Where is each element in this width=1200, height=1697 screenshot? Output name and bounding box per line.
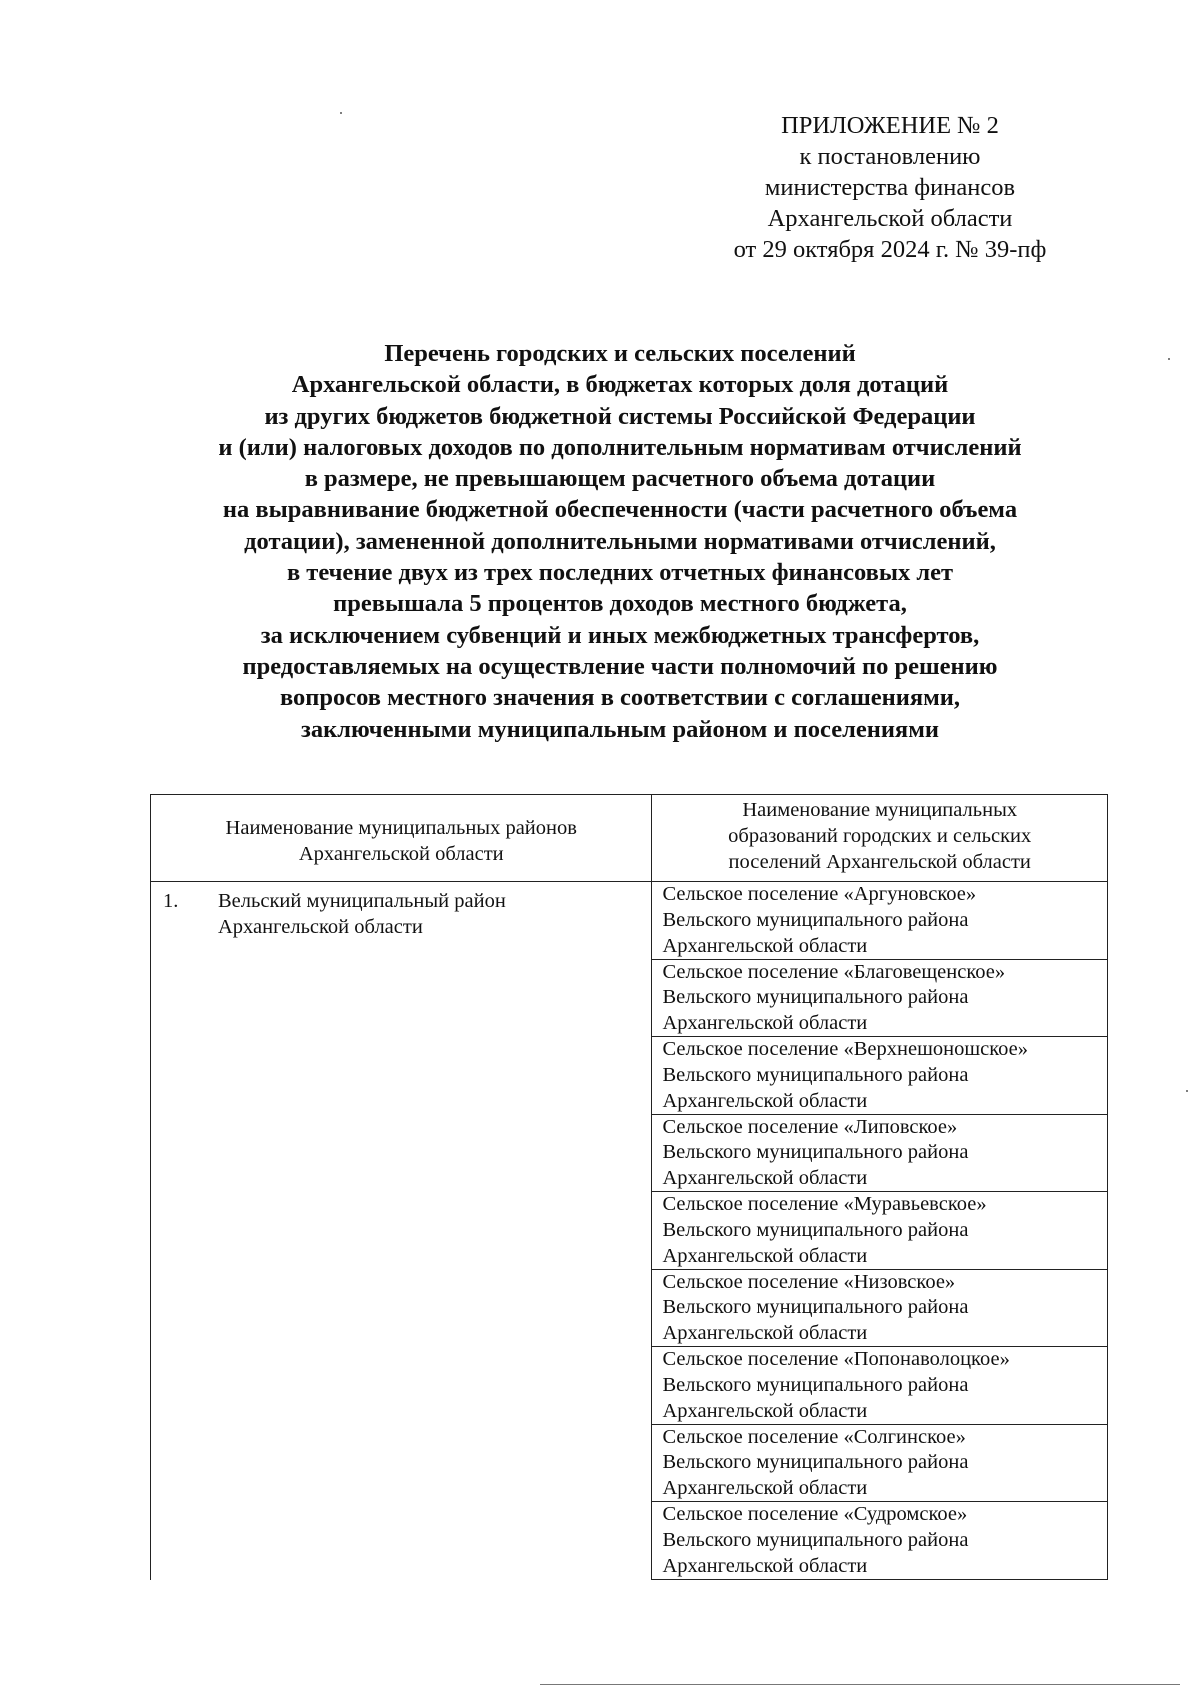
settlement-line: Архангельской области	[662, 1244, 868, 1267]
settlement-cell	[652, 1270, 1108, 1348]
settlement-name: Сельское поселение «Попонаволоцкое»	[662, 1348, 1010, 1370]
appendix-number: ПРИЛОЖЕНИЕ № 2	[781, 112, 999, 139]
settlement-cell	[652, 1425, 1108, 1503]
scan-speck	[1186, 1090, 1188, 1092]
settlement-name: Сельское поселение «Благовещенское»	[662, 960, 1006, 983]
appendix-line: к постановлению	[799, 143, 981, 170]
settlement-name: Сельское поселение «Аргуновское»	[662, 883, 977, 905]
settlement-line: Архангельской области	[662, 1322, 868, 1345]
settlement-line: Архангельской области	[662, 1089, 868, 1112]
scan-speck	[1168, 358, 1170, 360]
settlement-name: Сельское поселение «Солгинское»	[662, 1425, 966, 1448]
settlement-name: Сельское поселение «Низовское»	[662, 1270, 956, 1293]
settlement-line: Архангельской области	[662, 1399, 868, 1422]
table-row	[150, 882, 1108, 1580]
row-number: 1.	[163, 890, 179, 912]
header-settlement-cell	[652, 795, 1108, 881]
header-settlement-line: образований городских и сельских	[728, 825, 1032, 847]
settlement-cell	[652, 1115, 1108, 1193]
scan-edge-line	[540, 1684, 1180, 1685]
settlement-cell	[652, 1192, 1108, 1270]
scan-speck	[340, 112, 342, 114]
title-line: заключенными муниципальным районом и поселениями	[301, 715, 939, 743]
title-line: превышала 5 процентов доходов местного бюджета,	[333, 590, 907, 618]
settlement-line: Архангельской области	[662, 1012, 868, 1035]
settlement-line: Архангельской области	[662, 1477, 868, 1500]
settlement-line: Вельского муниципального района	[662, 1063, 969, 1086]
district-name-line: Вельский муниципальный район	[218, 890, 506, 912]
appendix-date: от 29 октября 2024 г. № 39-пф	[733, 236, 1047, 263]
header-district-line: Наименование муниципальных районов	[225, 817, 577, 839]
settlement-cell	[652, 882, 1108, 960]
settlement-name: Сельское поселение «Судромское»	[662, 1503, 968, 1525]
settlement-line: Вельского муниципального района	[662, 1528, 969, 1551]
settlements-column	[652, 882, 1108, 1580]
title-line: из других бюджетов бюджетной системы Российской Федерации	[264, 402, 976, 430]
settlement-cell	[652, 1347, 1108, 1425]
title-line: вопросов местного значения в соответствии с соглашениями,	[279, 684, 961, 712]
district-name-line: Архангельской области	[218, 916, 423, 938]
title-line: предоставляемых на осуществление части полномочий по решению	[242, 652, 998, 680]
appendix-block	[680, 110, 1100, 265]
settlement-line: Вельского муниципального района	[662, 986, 969, 1009]
appendix-line: министерства финансов	[764, 174, 1016, 201]
table-header-row	[150, 794, 1108, 882]
settlement-name: Сельское поселение «Липовское»	[662, 1115, 958, 1138]
title-line: за исключением субвенций и иных межбюджетных трансфертов,	[260, 621, 980, 649]
settlement-name: Сельское поселение «Верхнешоношское»	[662, 1038, 1028, 1060]
appendix-line: Архангельской области	[767, 205, 1013, 232]
settlement-line: Архангельской области	[662, 1167, 868, 1190]
document-title	[140, 338, 1100, 745]
header-settlement-line: Наименование муниципальных	[742, 799, 1018, 821]
settlement-cell	[652, 1502, 1108, 1580]
title-line: и (или) налоговых доходов по дополнительным нормативам отчислений	[218, 433, 1022, 461]
settlement-line: Вельского муниципального района	[662, 1451, 969, 1474]
settlement-line: Вельского муниципального района	[662, 1296, 969, 1319]
title-line: в течение двух из трех последних отчетных финансовых лет	[286, 559, 954, 587]
title-line: на выравнивание бюджетной обеспеченности (части расчетного объема	[222, 496, 1018, 524]
settlement-cell	[652, 960, 1108, 1038]
settlement-line: Вельского муниципального района	[662, 1141, 969, 1164]
settlement-name: Сельское поселение «Муравьевское»	[662, 1193, 987, 1215]
settlement-line: Вельского муниципального района	[662, 1373, 969, 1396]
settlement-line: Вельского муниципального района	[662, 1218, 969, 1241]
settlement-line: Архангельской области	[662, 1554, 868, 1577]
title-line: Перечень городских и сельских поселений	[384, 340, 856, 367]
settlement-cell	[652, 1037, 1108, 1115]
title-line: дотации), замененной дополнительными нормативами отчислений,	[244, 527, 996, 555]
settlements-table	[150, 794, 1108, 1580]
settlement-line: Архангельской области	[662, 934, 868, 957]
title-line: Архангельской области, в бюджетах которых доля дотаций	[291, 371, 949, 399]
header-settlement-line: поселений Архангельской области	[728, 851, 1031, 873]
title-line: в размере, не превышающем расчетного объема дотации	[304, 465, 936, 493]
header-district-cell	[151, 795, 652, 881]
settlement-line: Вельского муниципального района	[662, 908, 969, 931]
district-cell	[151, 882, 652, 1580]
header-district-line: Архангельской области	[298, 843, 504, 865]
